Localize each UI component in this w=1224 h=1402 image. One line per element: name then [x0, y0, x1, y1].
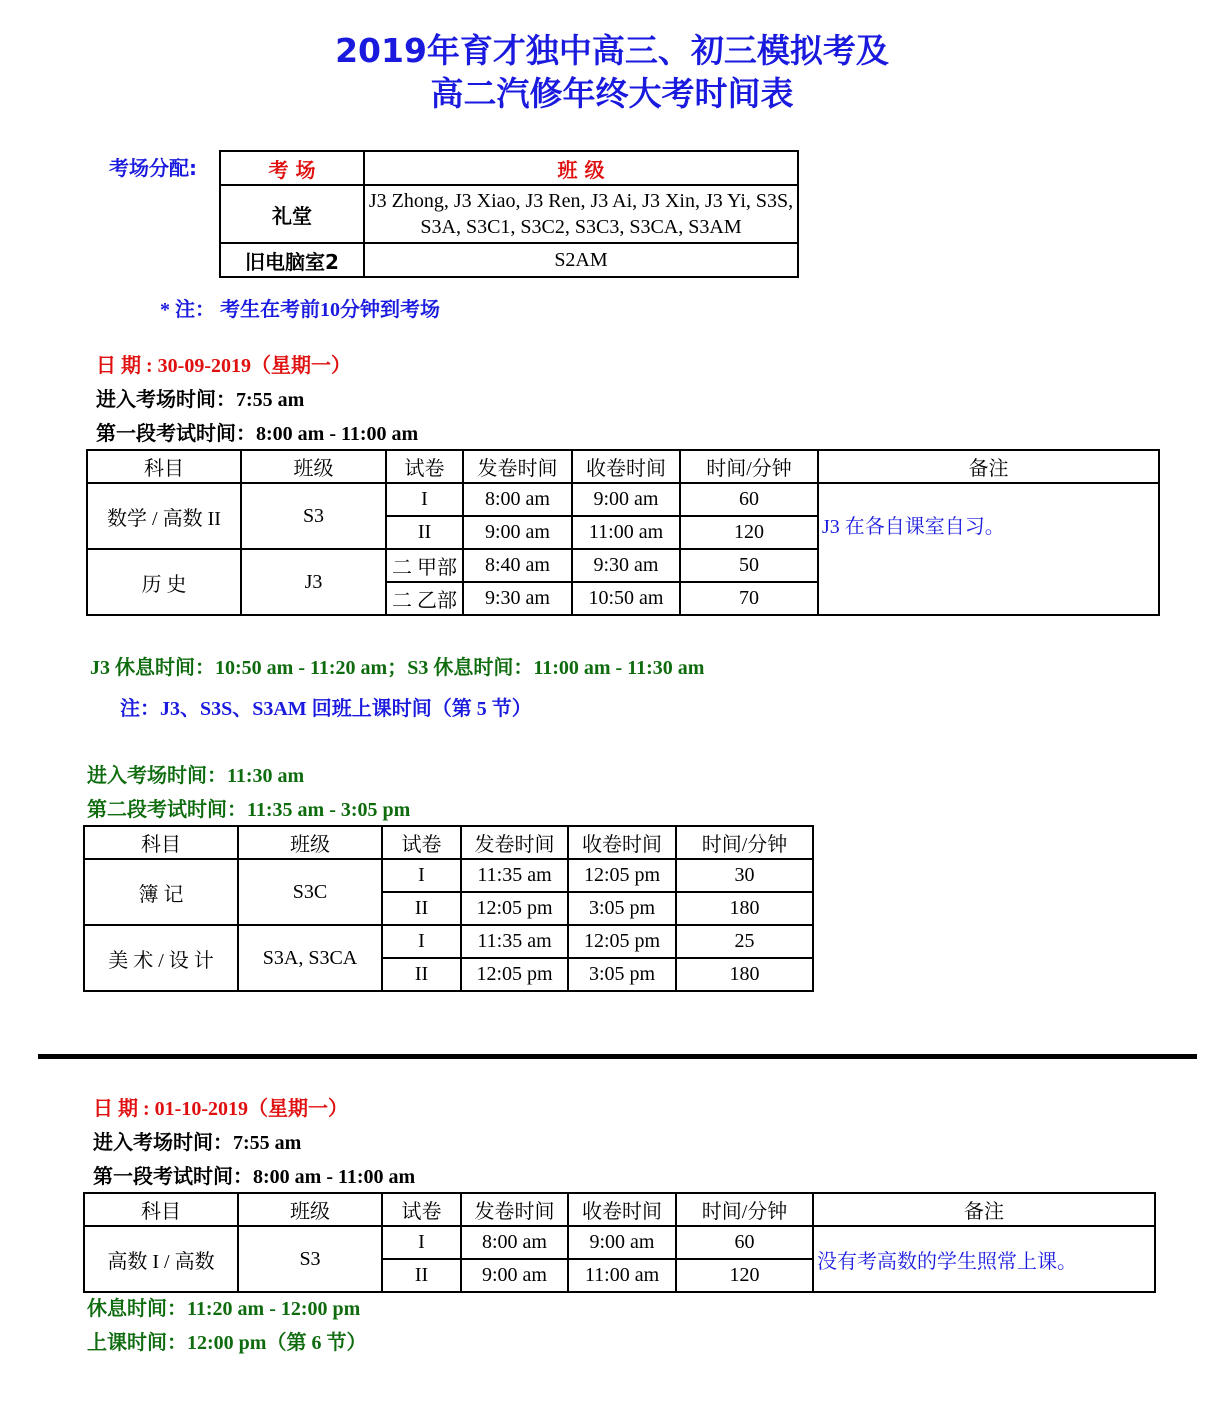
col-header: 发卷时间: [461, 826, 568, 859]
col-header: 时间/分钟: [680, 450, 818, 483]
venue-label: 考场分配:: [109, 156, 197, 180]
day1-session2-enter: 进入考场时间：11:30 am: [87, 765, 305, 787]
day1-session2-time: 第二段考试时间：11:35 am - 3:05 pm: [87, 799, 411, 821]
end-cell: 12:05 pm: [568, 859, 676, 892]
start-cell: 9:30 am: [463, 582, 572, 615]
day1-break-time: J3 休息时间：10:50 am - 11:20 am；S3 休息时间：11:00 am - 11:30 am: [90, 657, 705, 679]
venue-note: * 注： 考生在考前10分钟到考场: [160, 299, 440, 321]
day1-session1-table: [86, 449, 1160, 616]
start-cell: 12:05 pm: [461, 958, 568, 991]
start-cell: 8:00 am: [461, 1226, 568, 1259]
col-header: 班级: [238, 1193, 382, 1226]
class-cell: S3C: [238, 859, 382, 925]
start-cell: 12:05 pm: [461, 892, 568, 925]
paper-cell: II: [382, 892, 461, 925]
day2-session1-time: 第一段考试时间：8:00 am - 11:00 am: [93, 1166, 416, 1188]
table-row: [84, 1226, 1155, 1259]
minutes-cell: 180: [676, 892, 813, 925]
start-cell: 8:40 am: [463, 549, 572, 582]
minutes-cell: 180: [676, 958, 813, 991]
col-header: 发卷时间: [463, 450, 572, 483]
minutes-cell: 25: [676, 925, 813, 958]
day1-break-note: 注：J3、S3S、S3AM 回班上课时间（第 5 节）: [120, 698, 532, 720]
end-cell: 9:30 am: [572, 549, 680, 582]
subject-cell: 高数 I / 高数: [84, 1226, 238, 1292]
col-header: 收卷时间: [568, 826, 676, 859]
day1-enter-time: 进入考场时间：7:55 am: [96, 389, 305, 411]
start-cell: 11:35 am: [461, 859, 568, 892]
col-header: 时间/分钟: [676, 1193, 813, 1226]
section-divider: [38, 1054, 1197, 1059]
table-row: [84, 859, 813, 892]
start-cell: 8:00 am: [463, 483, 572, 516]
start-cell: 11:35 am: [461, 925, 568, 958]
class-cell: S3: [238, 1226, 382, 1292]
start-cell: 9:00 am: [463, 516, 572, 549]
minutes-cell: 50: [680, 549, 818, 582]
paper-cell: II: [382, 958, 461, 991]
paper-cell: II: [382, 1259, 461, 1292]
day1-session1-time: 第一段考试时间：8:00 am - 11:00 am: [96, 423, 419, 445]
col-header: 发卷时间: [461, 1193, 568, 1226]
end-cell: 9:00 am: [572, 483, 680, 516]
paper-cell: I: [382, 1226, 461, 1259]
day2-break-time: 休息时间：11:20 am - 12:00 pm: [87, 1298, 361, 1320]
day2-class-time: 上课时间：12:00 pm（第 6 节）: [87, 1332, 367, 1354]
day1-session2-table: [83, 825, 814, 992]
table-row: [87, 483, 1159, 516]
paper-cell: 二 乙部: [386, 582, 463, 615]
minutes-cell: 70: [680, 582, 818, 615]
paper-cell: I: [386, 483, 463, 516]
col-header: 试卷: [382, 1193, 461, 1226]
venue-room: 旧电脑室2: [220, 243, 364, 277]
day2-session1-table: [83, 1192, 1156, 1293]
class-cell: S3: [241, 483, 386, 549]
col-header: 试卷: [386, 450, 463, 483]
col-header: 试卷: [382, 826, 461, 859]
col-header: 科目: [87, 450, 241, 483]
subject-cell: 数学 / 高数 II: [87, 483, 241, 549]
page-title-line1: 2019年育才独中高三、初三模拟考及: [335, 31, 889, 70]
table-row: [84, 925, 813, 958]
col-header: 科目: [84, 1193, 238, 1226]
class-cell: J3: [241, 549, 386, 615]
col-header: 备注: [813, 1193, 1155, 1226]
class-cell: S3A, S3CA: [238, 925, 382, 991]
minutes-cell: 60: [680, 483, 818, 516]
minutes-cell: 120: [680, 516, 818, 549]
venue-table: [219, 150, 799, 278]
col-header: 备注: [818, 450, 1159, 483]
venue-classes: J3 Zhong, J3 Xiao, J3 Ren, J3 Ai, J3 Xin, J3 Yi, S3S, S3A, S3C1, S3C2, S3C3, S3CA, S3AM: [364, 185, 798, 243]
end-cell: 11:00 am: [572, 516, 680, 549]
paper-cell: I: [382, 859, 461, 892]
end-cell: 12:05 pm: [568, 925, 676, 958]
day2-enter-time: 进入考场时间：7:55 am: [93, 1132, 302, 1154]
day2-date: 日 期 : 01-10-2019（星期一）: [93, 1098, 348, 1120]
end-cell: 11:00 am: [568, 1259, 676, 1292]
paper-cell: I: [382, 925, 461, 958]
end-cell: 3:05 pm: [568, 958, 676, 991]
venue-room: 礼堂: [220, 185, 364, 243]
day1-date: 日 期 : 30-09-2019（星期一）: [96, 355, 351, 377]
venue-header-classes: 班 级: [364, 151, 798, 185]
minutes-cell: 60: [676, 1226, 813, 1259]
subject-cell: 簿 记: [84, 859, 238, 925]
venue-header-room: 考 场: [220, 151, 364, 185]
venue-classes: S2AM: [364, 243, 798, 277]
col-header: 时间/分钟: [676, 826, 813, 859]
col-header: 收卷时间: [568, 1193, 676, 1226]
end-cell: 9:00 am: [568, 1226, 676, 1259]
minutes-cell: 30: [676, 859, 813, 892]
col-header: 班级: [241, 450, 386, 483]
page-title-line2: 高二汽修年终大考时间表: [430, 74, 794, 113]
end-cell: 10:50 am: [572, 582, 680, 615]
subject-cell: 美 术 / 设 计: [84, 925, 238, 991]
col-header: 班级: [238, 826, 382, 859]
subject-cell: 历 史: [87, 549, 241, 615]
start-cell: 9:00 am: [461, 1259, 568, 1292]
paper-cell: 二 甲部: [386, 549, 463, 582]
col-header: 科目: [84, 826, 238, 859]
paper-cell: II: [386, 516, 463, 549]
end-cell: 3:05 pm: [568, 892, 676, 925]
remark-cell: 没有考高数的学生照常上课。: [813, 1226, 1155, 1292]
col-header: 收卷时间: [572, 450, 680, 483]
remark-cell: J3 在各自课室自习。: [818, 483, 1159, 615]
minutes-cell: 120: [676, 1259, 813, 1292]
